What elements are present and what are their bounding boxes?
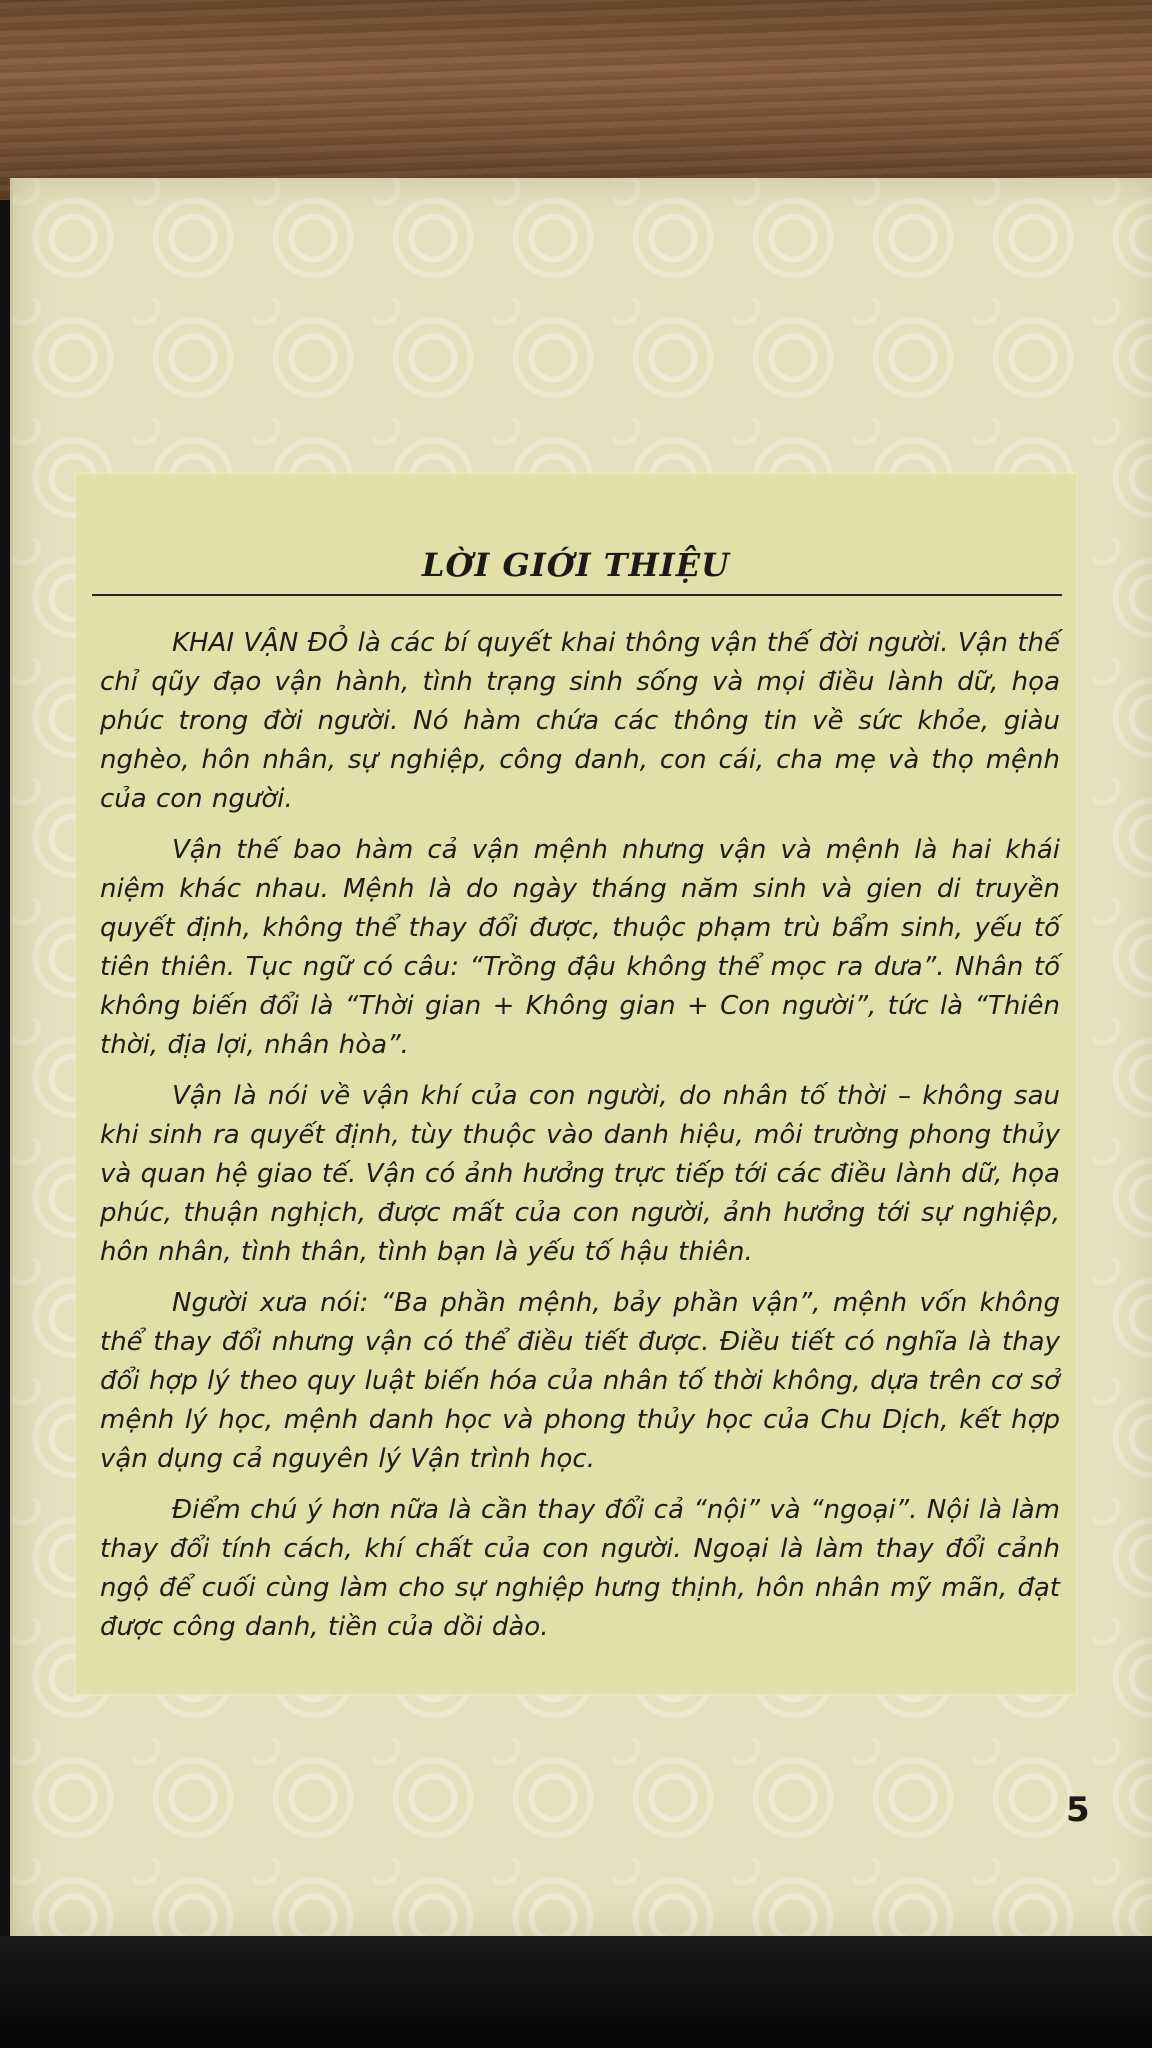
title-underline — [92, 594, 1062, 596]
body-text — [100, 624, 1060, 1659]
paragraph: Điểm chú ý hơn nữa là cần thay đổi cả “nội” và “ngoại”. Nội là làm thay đổi tính cách, khí chất của con người. Ngoại là làm thay đổi cảnh ngộ để cuối cùng làm cho sự nghiệp hưng thịnh, hôn nhân mỹ mãn, đạt được công danh, tiền của dồi dào. — [100, 1495, 1060, 1642]
section-title: LỜI GIỚI THIỆU — [421, 546, 731, 584]
dark-bottom-edge — [0, 1936, 1152, 2048]
text-panel — [76, 474, 1076, 1694]
page-number: 5 — [1066, 1790, 1090, 1830]
paragraph: Người xưa nói: “Ba phần mệnh, bảy phần vận”, mệnh vốn không thể thay đổi nhưng vận có thể điều tiết được. Điều tiết có nghĩa là thay đổi hợp lý theo quy luật biến hóa của nhân tố thời không, dựa trên cơ sở mệnh lý học, mệnh danh học và phong thủy học của Chu Dịch, kết hợp vận dụng cả nguyên lý Vận trình học. — [100, 1288, 1060, 1474]
wooden-table-background — [0, 0, 1152, 200]
paragraph: KHAI VẬN ĐỎ là các bí quyết khai thông vận thế đời người. Vận thế chỉ qũy đạo vận hành, tình trạng sinh sống và mọi điều lành dữ, họa phúc trong đời người. Nó hàm chứa các thông tin về sức khỏe, giàu nghèo, hôn nhân, sự nghiệp, công danh, con cái, cha mẹ và thọ mệnh của con người. — [100, 628, 1060, 814]
paragraph: Vận là nói về vận khí của con người, do nhân tố thời – không sau khi sinh ra quyết định, tùy thuộc vào danh hiệu, môi trường phong thủy và quan hệ giao tế. Vận có ảnh hưởng trực tiếp tới các điều lành dữ, họa phúc, thuận nghịch, được mất của con người, ảnh hưởng tới sự nghiệp, hôn nhân, tình thân, tình bạn là yếu tố hậu thiên. — [100, 1081, 1060, 1267]
paragraph: Vận thế bao hàm cả vận mệnh nhưng vận và mệnh là hai khái niệm khác nhau. Mệnh là do ngày tháng năm sinh và gien di truyền quyết định, không thể thay đổi được, thuộc phạm trù bẩm sinh, yếu tố tiên thiên. Tục ngữ có câu: “Trồng đậu không thể mọc ra dưa”. Nhân tố không biến đổi là “Thời gian + Không gian + Con người”, tức là “Thiên thời, địa lợi, nhân hòa”. — [100, 835, 1060, 1060]
